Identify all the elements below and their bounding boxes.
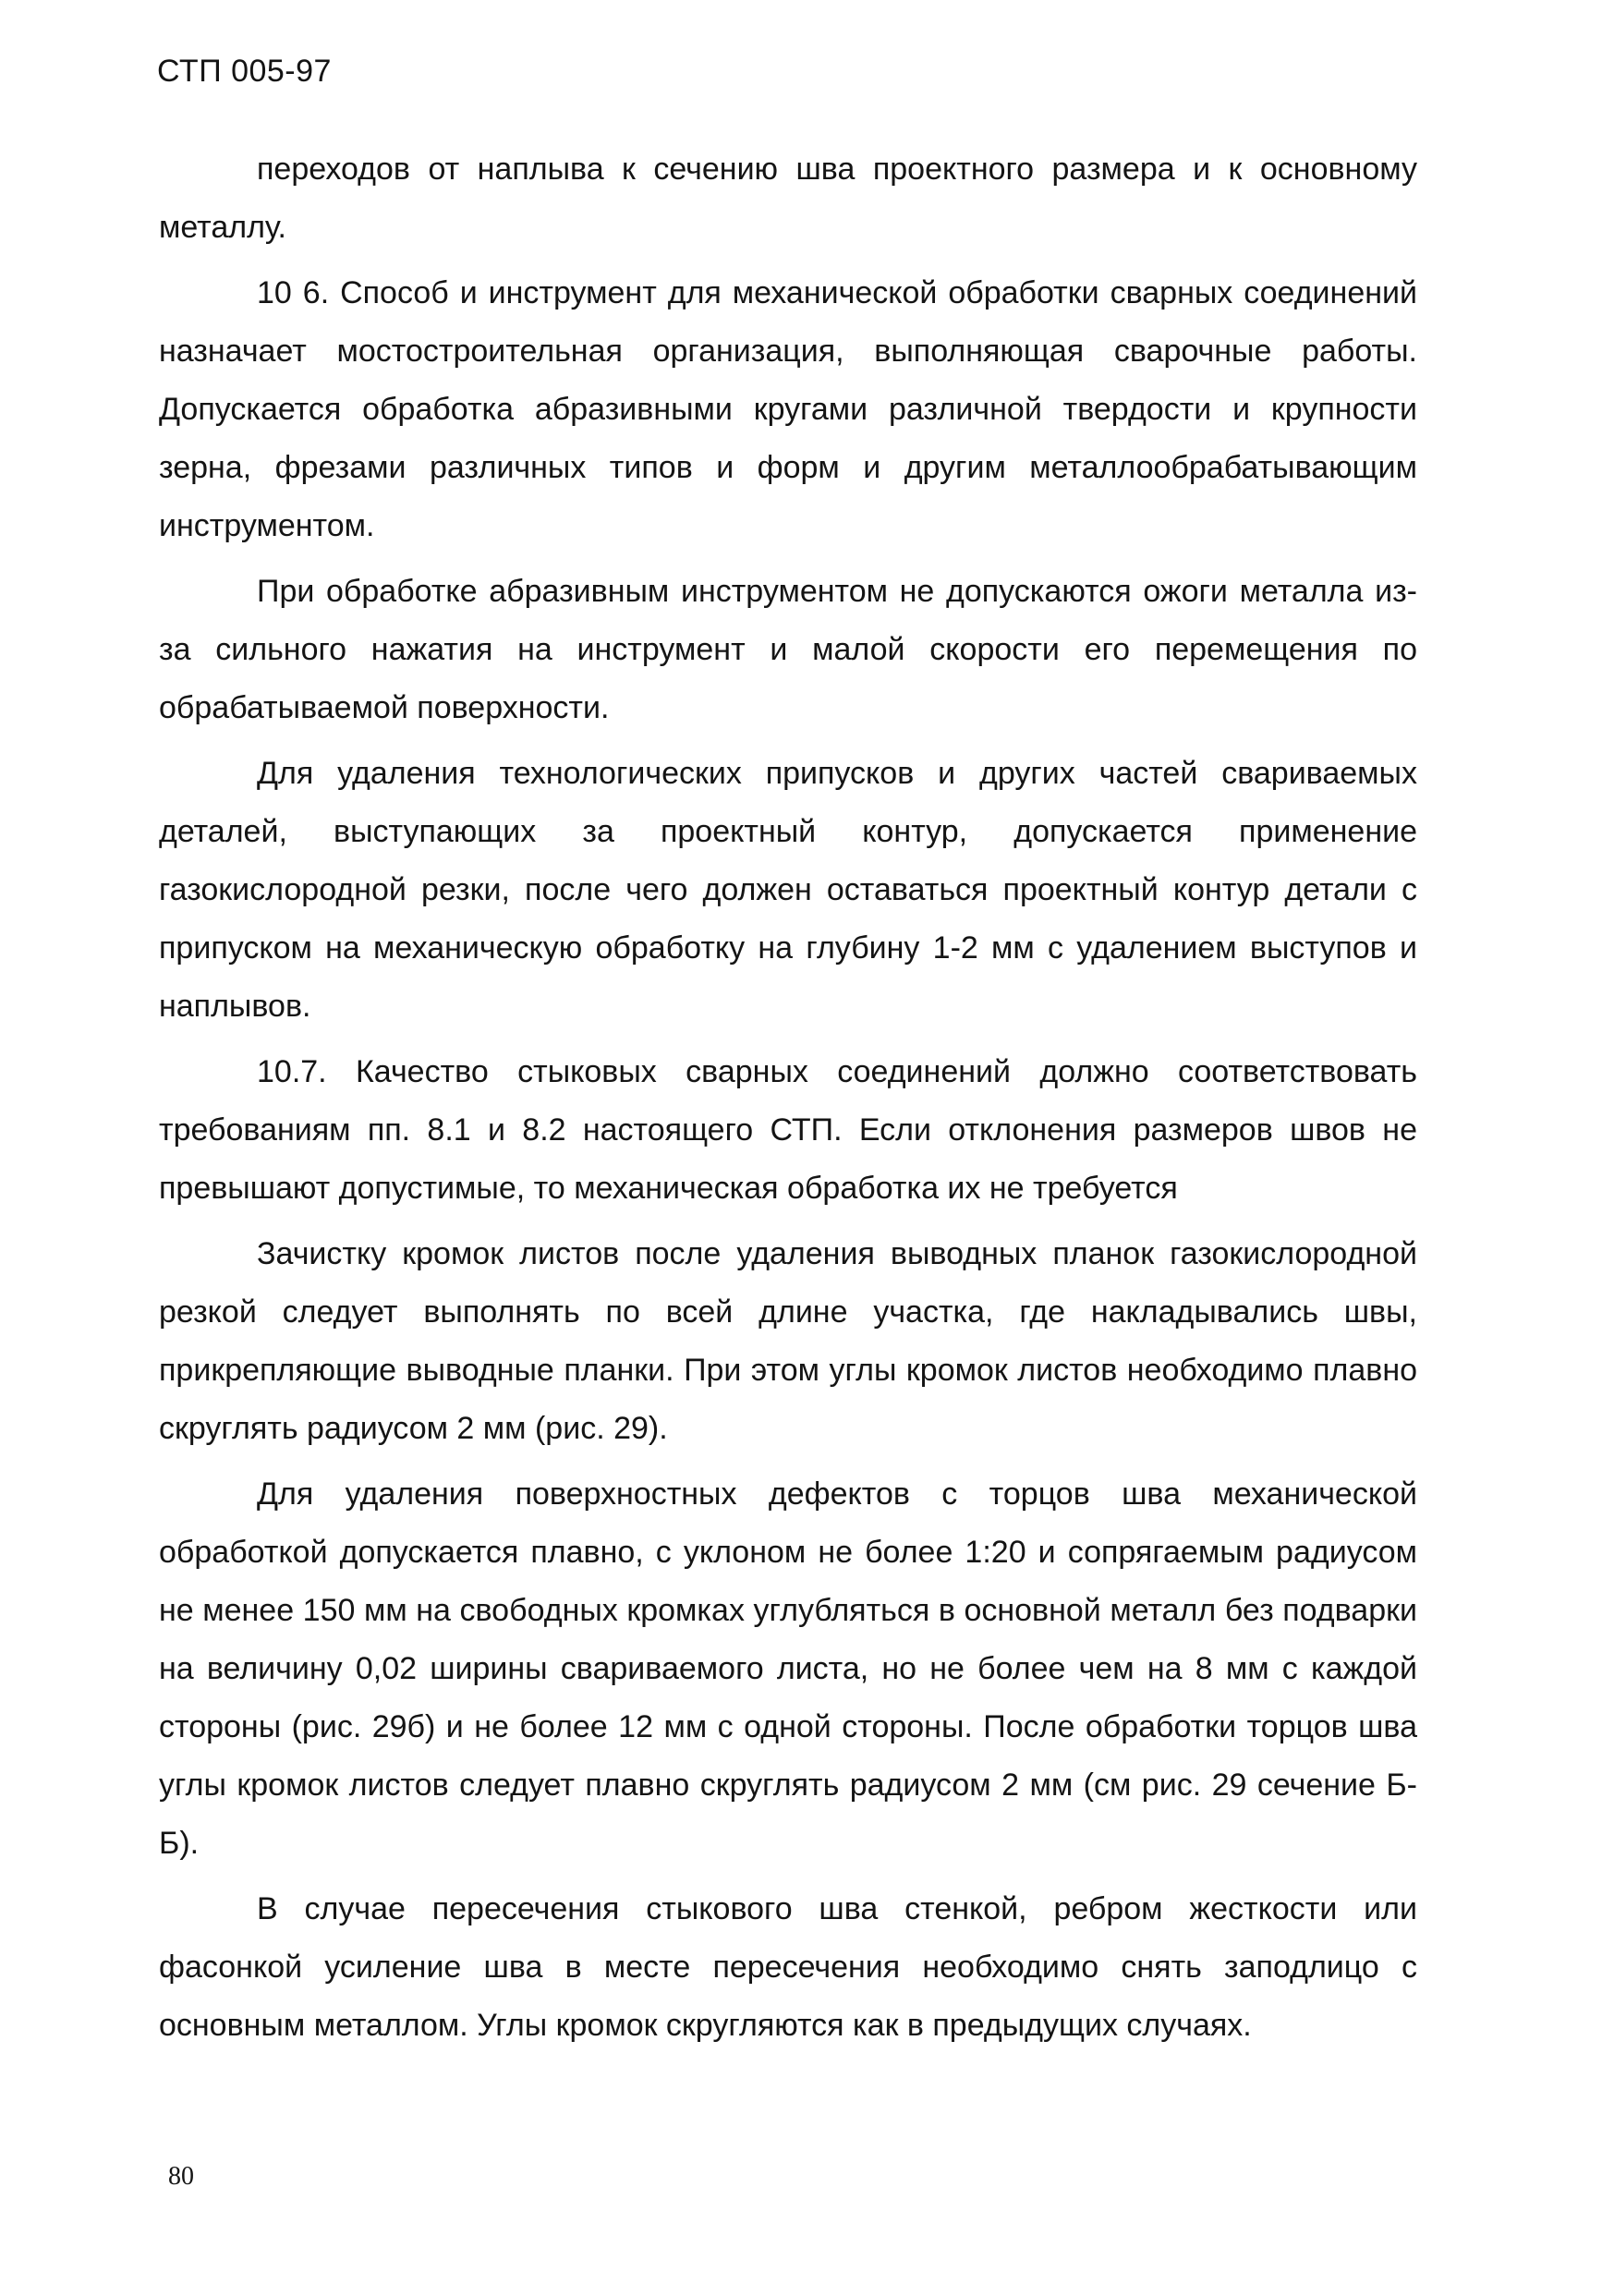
paragraph-surface-defects: Для удаления поверхностных дефектов с торцов шва механической обработкой допускается плавно, с уклоном не более 1:20 и сопрягаемым радиусом не менее 150 мм на свободных кромках углубляться в основной металл без подварки на величину 0,02 ширины свариваемого листа, но не более чем на 8 мм с каждой стороны (рис. 29б) и не более 12 мм с одной стороны. После обработки торцов шва углы кромок листов следует плавно скруглять радиусом 2 мм (см рис. 29 сечение Б-Б). — [159, 1476, 1417, 1861]
paragraph-weld-intersection: В случае пересечения стыкового шва стенкой, ребром жесткости или фасонкой усиление шва в месте пересечения необходимо снять заподлицо с основным металлом. Углы кромок скругляются как в предыдущих случаях. — [159, 1891, 1417, 2043]
paragraph-10-7: 10.7. Качество стыковых сварных соединений должно соответствовать требованиям пп. 8.1 и 8.2 настоящего СТП. Если отклонения размеров швов не превышают допустимые, то механическая обработка их не требуется — [159, 1054, 1417, 1206]
paragraph-edge-cleaning: Зачистку кромок листов после удаления выводных планок газокислородной резкой следует выполнять по всей длине участка, где накладывались швы, прикрепляющие выводные планки. При этом углы кромок листов необходимо плавно скруглять радиусом 2 мм (рис. 29). — [159, 1236, 1417, 1446]
document-body — [159, 140, 1417, 2062]
paragraph-10-6: 10 6. Способ и инструмент для механической обработки сварных соединений назначает мостостроительная организация, выполняющая сварочные работы. Допускается обработка абразивными кругами различной твердости и крупности зерна, фрезами различных типов и форм и другим металлообрабатывающим инструментом. — [159, 275, 1417, 543]
document-code-header: СТП 005-97 — [157, 54, 332, 89]
paragraph-continuation: переходов от наплыва к сечению шва проектного размера и к основному металлу. — [159, 152, 1417, 245]
page-number: 80 — [168, 2162, 194, 2191]
paragraph-gas-cutting: Для удаления технологических припусков и других частей свариваемых деталей, выступающих за проектный контур, допускается применение газокислородной резки, после чего должен оставаться проектный контур детали с припуском на механическую обработку на глубину 1-2 мм с удалением выступов и наплывов. — [159, 756, 1417, 1024]
paragraph-abrasive-burns: При обработке абразивным инструментом не допускаются ожоги металла из-за сильного нажатия на инструмент и малой скорости его перемещения по обрабатываемой поверхности. — [159, 574, 1417, 725]
